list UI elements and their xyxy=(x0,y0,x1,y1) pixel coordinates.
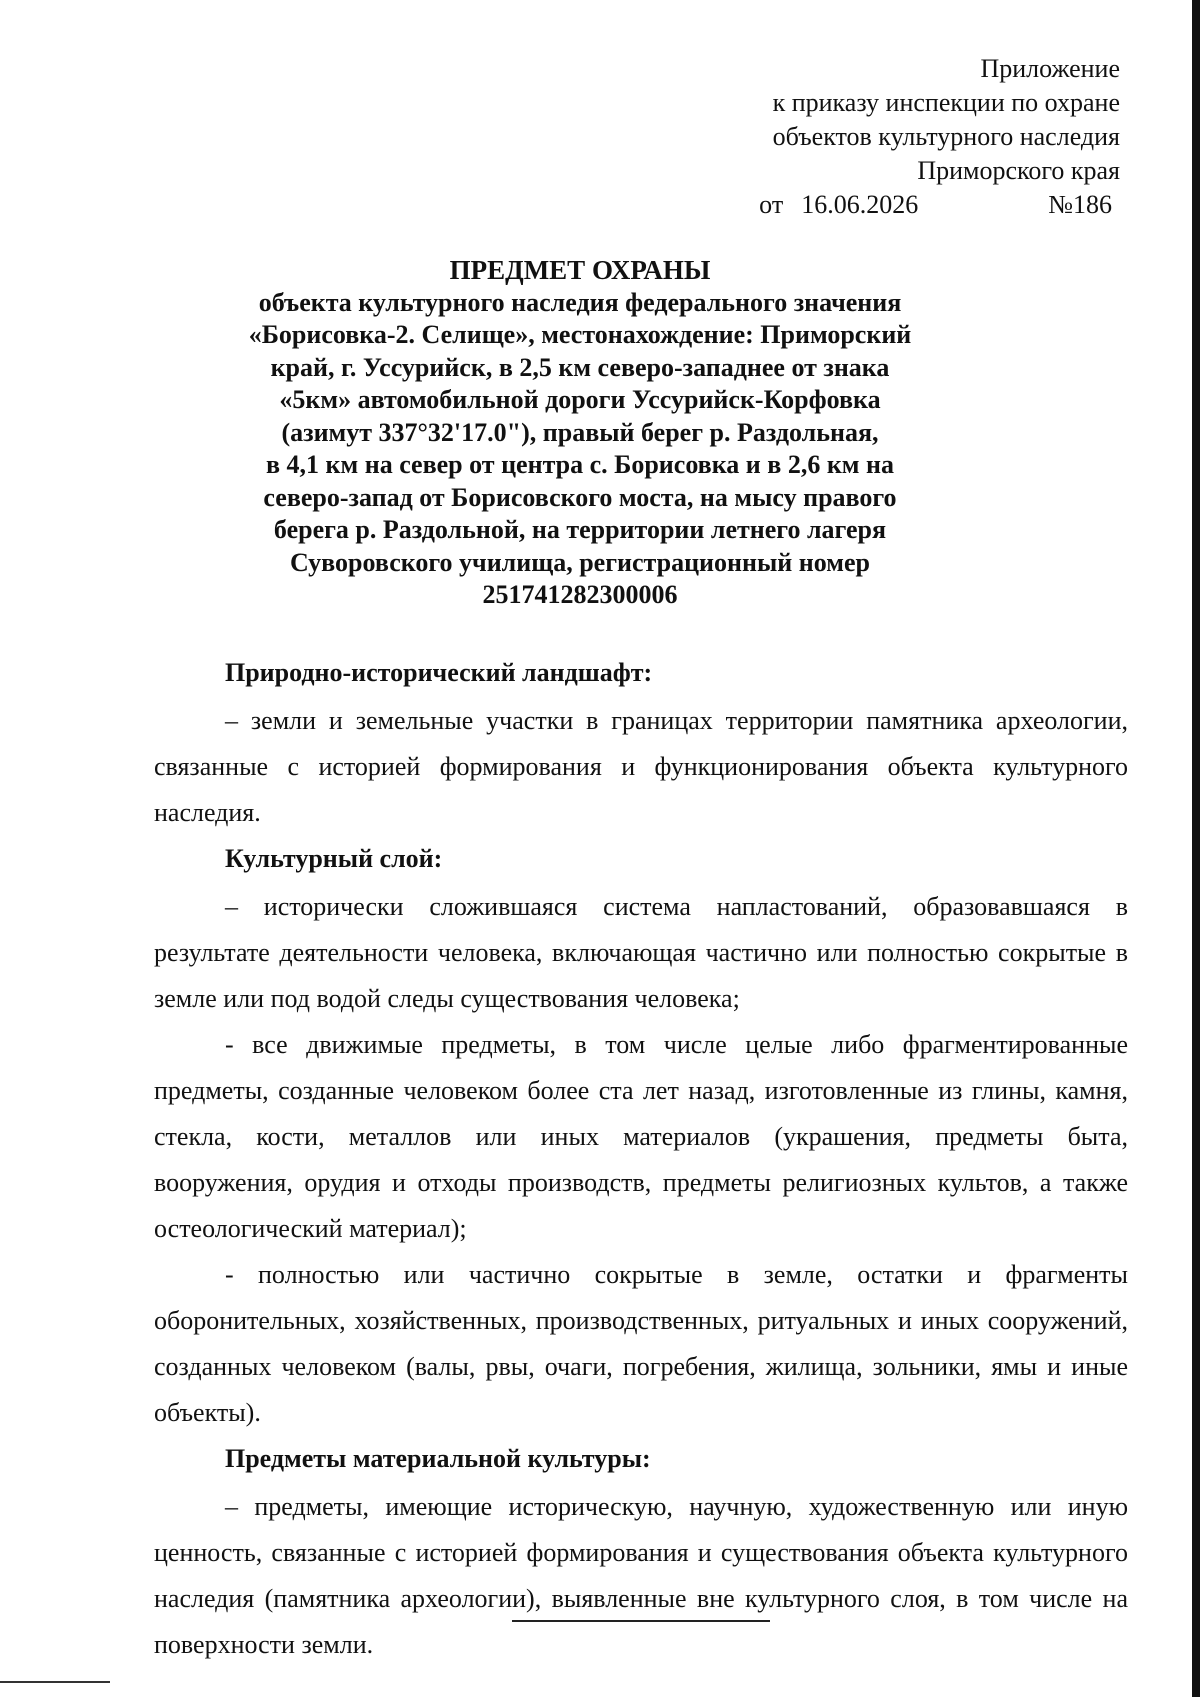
registration-number: 251741282300006 xyxy=(482,580,678,609)
title-line: «5км» автомобильной дороги Уссурийск-Корфовка xyxy=(279,385,881,414)
title-line: северо-запад от Борисовского моста, на мысу правого xyxy=(263,482,897,512)
annex-dateline xyxy=(600,188,1120,222)
order-number: №186 xyxy=(1048,190,1112,219)
paragraph: – земли и земельные участки в границах территории памятника археологии, связанные с историей формирования и функционирования объекта культурного наследия. xyxy=(154,706,1128,827)
title-heading: ПРЕДМЕТ ОХРАНЫ xyxy=(449,255,711,285)
annex-line-1: Приложение xyxy=(980,54,1120,83)
paragraph: – предметы, имеющие историческую, научную, художественную или иную ценность, связанные с историей формирования и существования объекта культурного наследия (памятника археологии), выявленные вне культурного слоя, в том числе на поверхности земли. xyxy=(154,1492,1128,1659)
annex-line-4: Приморского края xyxy=(917,156,1120,185)
footer-divider xyxy=(512,1620,770,1622)
annex-block xyxy=(600,52,1120,222)
section-heading-cultural-layer: Культурный слой: xyxy=(225,844,443,873)
annex-line-3: объектов культурного наследия xyxy=(772,122,1120,151)
document-body xyxy=(154,650,1128,1668)
title-line: край, г. Уссурийск, в 2,5 км северо-западнее от знака xyxy=(270,352,890,382)
section-heading-landscape: Природно-исторический ландшафт: xyxy=(225,658,653,687)
annex-line-2: к приказу инспекции по охране xyxy=(772,88,1120,117)
date-prefix: от xyxy=(759,190,784,219)
paragraph: - все движимые предметы, в том числе целые либо фрагментированные предметы, созданные человеком более ста лет назад, изготовленные из глины, камня, стекла, кости, металлов или иных материалов (украшения, предметы быта, вооружения, орудия и отходы производств, предметы религиозных культов, а также остеологический материал); xyxy=(154,1030,1128,1243)
title-line: берега р. Раздольной, на территории летнего лагеря xyxy=(273,515,887,544)
page-edge-border xyxy=(1192,0,1200,1697)
paragraph: – исторически сложившаяся система напластований, образовавшаяся в результате деятельности человека, включающая частично или полностью сокрытые в земле или под водой следы существования человека; xyxy=(154,892,1128,1013)
bottom-edge-mark xyxy=(0,1681,110,1683)
title-line: в 4,1 км на север от центра с. Борисовка и в 2,6 км на xyxy=(265,450,894,479)
title-line: «Борисовка-2. Селище», местонахождение: Приморский xyxy=(248,320,912,349)
title-line: Суворовского училища, регистрационный номер xyxy=(290,547,870,577)
title-line: (азимут 337°32'17.0"), правый берег р. Раздольная, xyxy=(281,417,879,447)
paragraph: - полностью или частично сокрытые в земле, остатки и фрагменты оборонительных, хозяйственных, производственных, ритуальных и иных сооружений, созданных человеком (валы, рвы, очаги, погребения, жилища, зольники, ямы и иные объекты). xyxy=(154,1260,1128,1427)
document-title xyxy=(160,254,1000,612)
order-date: 16.06.2026 xyxy=(801,190,919,219)
title-line: объекта культурного наследия федерального значения xyxy=(258,287,902,317)
section-heading-material-culture: Предметы материальной культуры: xyxy=(225,1444,651,1473)
